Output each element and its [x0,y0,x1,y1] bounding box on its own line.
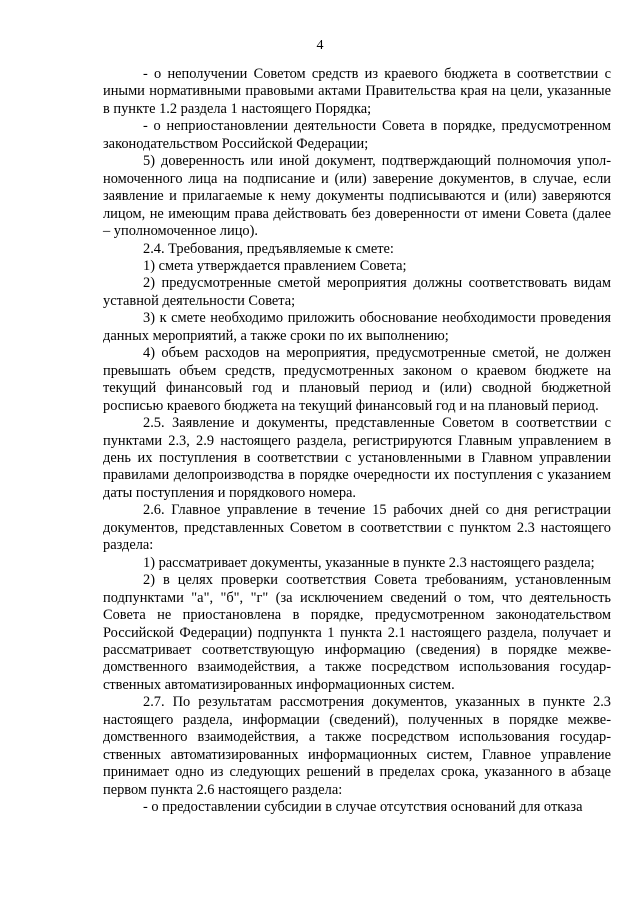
paragraph: 1) рассматривает документы, указанные в пункте 2.3 настоящего раздела; [143,554,595,571]
paragraph: 3) к смете необходимо приложить обоснование необходимости проведения данных мероприятий, а также сроки по их выполнению; [103,310,611,344]
paragraph: 5) доверенность или иной документ, подтверждающий полномочия уполномоченного лица на подписание и (или) заверение документов, в случае, если заявление и прилагаемые к нему документы подписываются и (или) заверяются лицом, не имеющим права действовать без доверенности от имени Совета (далее – уполномоченное лицо). [103,153,611,240]
paragraph: 2.4. Требования, предъявляемые к смете: [143,240,394,257]
paragraph: 2) в целях проверки соответствия Совета требованиям, установленным подпунктами "а", "б", "г" (за исключением сведений о том, что деятельность Совета не приостановлена в порядке, предусмотренном законодательством Российской Федерации) подпункта 1 пункта 2.1 настоящего раздела, получает и рассматривает соответствующую информацию (сведения) в порядке межведомственного взаимодействия, а также посредством использования государственных автоматизированных информационных систем. [103,572,611,693]
paragraph: 2.7. По результатам рассмотрения документов, указанных в пункте 2.3 настоящего раздела, информации (сведений), полученных в порядке межведомственного взаимодействия, а также посредством использования государственных автоматизированных информационных систем, Главное управление принимает одно из следующих решений в пределах срока, указанного в абзаце первом пункта 2.6 настоящего раздела: [103,694,611,798]
paragraph: - о неприостановлении деятельности Совета в порядке, предусмотренном законодательством Российской Федерации; [103,118,611,152]
paragraph: 2.5. Заявление и документы, представленные Советом в соответствии с пунктами 2.3, 2.9 настоящего раздела, регистрируются Главным управлением в день их поступления в соответствии с установленными в Главном управлении правилами делопроизводства в порядке очередности их поступления с указанием даты поступления и порядкового номера. [103,415,611,501]
paragraph: 2.6. Главное управление в течение 15 рабочих дней со дня регистрации документов, представленных Советом в соответствии с пунктом 2.3 настоящего раздела: [103,502,611,554]
paragraph: 2) предусмотренные сметой мероприятия должны соответствовать видам уставной деятельности Совета; [103,275,611,309]
paragraph: - о предоставлении субсидии в случае отсутствия оснований для отказа [143,799,583,816]
page-number: 4 [316,38,324,53]
paragraph: 4) объем расходов на мероприятия, предусмотренные сметой, не должен превышать объем средств, предусмотренных законом о краевом бюджете на текущий финансовый год и плановый период и (или) сводной бюджетной росписью краевого бюджета на текущий финансовый год и на плановый период. [103,345,611,414]
paragraph: - о неполучении Советом средств из краевого бюджета в соответствии с иными нормативными правовыми актами Правительства края на цели, указанные в пункте 1.2 раздела 1 настоящего Порядка; [103,66,611,117]
document-body [103,66,611,816]
paragraph: 1) смета утверждается правлением Совета; [143,257,407,274]
